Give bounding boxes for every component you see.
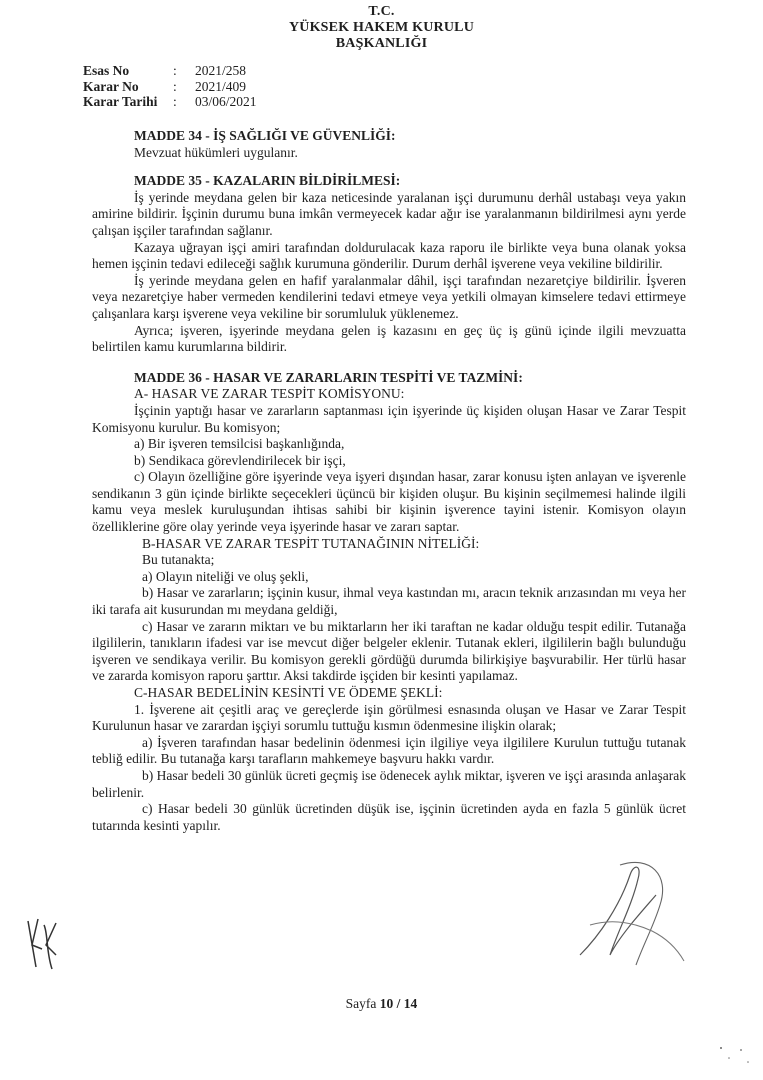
section-c-item: c) Hasar bedeli 30 günlük ücretinden düşük ise, işçinin ücretinden ayda en fazla 5 günlük ücret tutarında kesinti yapılır.: [92, 801, 686, 833]
section-a-item: a) Bir işveren temsilcisi başkanlığında,: [134, 436, 345, 452]
meta-value: 2021/409: [195, 78, 247, 94]
document-header: [0, 4, 763, 52]
article-35-paragraph: Kazaya uğrayan işçi amiri tarafından doldurulacak kaza raporu ile birlikte veya buna olanak yoksa hemen işçinin tedavi edileceği sağlık kurumuna gönderilir. Durum derhâl işverene veya vekiline bildirilir.: [92, 239, 686, 272]
header-line-presidency: BAŞKANLIĞI: [335, 36, 428, 51]
section-a-title: A- HASAR VE ZARAR TESPİT KOMİSYONU:: [134, 386, 405, 402]
document-body: [92, 128, 686, 834]
section-a-paragraph: İşçinin yaptığı hasar ve zararların saptanması için işyerinde üç kişiden oluşan Hasar ve Zarar Tespit Komisyonu kurulur. Bu komisyon;: [92, 402, 686, 435]
page-number-prefix: Sayfa: [345, 996, 377, 1011]
handwritten-signature: [560, 835, 700, 990]
section-b-item: c) Hasar ve zararın miktarı ve bu miktarların her iki taraftan ne kadar olduğu tespit edilir. Tutanağa ilgililerin, tanıkların ifadesi var ise mevcut diğer belgeler eklenir. Tutanak ekleri, ilgililerin bağlı bulunduğu işveren ve sendikaya verilir. Bu komisyon gerekli gördüğü durumda bilirkişiye başvurabilir. Her türlü hasar ve zararda komisyon raporu şarttır. Aksi takdirde işçiden bir kesinti yapılamaz.: [92, 618, 686, 684]
section-c-paragraph: 1. İşverene ait çeşitli araç ve gereçlerde işin görülmesi esnasında oluşan ve Hasar ve Zarar Tespit Kurulunun hasar ve zarardan işçiyi sorumlu tuttuğu kısmın ödenmesine ilişkin olarak;: [92, 701, 686, 734]
scan-specks: [715, 1040, 755, 1075]
article-36-title: MADDE 36 - HASAR VE ZARARLARIN TESPİTİ VE TAZMİNİ:: [134, 369, 523, 385]
meta-label: Esas No: [83, 63, 130, 78]
page-number-value: 10 / 14: [379, 996, 418, 1011]
header-line-tc: T.C.: [368, 4, 395, 19]
page-number: [0, 996, 763, 1012]
meta-value: 2021/258: [195, 63, 247, 78]
section-a-item: b) Sendikaca görevlendirilecek bir işçi,: [134, 452, 346, 468]
meta-row-esas: [83, 63, 257, 79]
section-b-title: B-HASAR VE ZARAR TESPİT TUTANAĞININ NİTELİĞİ:: [142, 535, 480, 551]
article-35-paragraph: İş yerinde meydana gelen en hafif yaralanmalar dâhil, işçi tarafından nezaretçiye bildirilir. İşveren veya nezaretçiye haber vermeden kendilerini tedavi etmeye veya yetkili olmayan kimselere tedavi ettirmeye çalışanlara karşı işverene veya vekiline bir sorumluluk yüklenemez.: [92, 272, 686, 321]
meta-row-karar-tarihi: [83, 94, 257, 110]
section-a-item: c) Olayın özelliğine göre işyerinde veya işyeri dışından hasar, zarar konusu işten anlayan ve işverenle sendikanın 3 gün içinde birlikte seçecekleri üçüncü bir kişiden oluşur. Bu kişinin seçilmemesi halinde ilgili kamu veya meslek kuruluşundan ihtisas sahibi bir kişinin işverence tayini istenir. Komisyon olayın özelliklerine göre olay yerinde veya işyerinde hasar ve zararı saptar.: [92, 469, 686, 535]
section-c-title: C-HASAR BEDELİNİN KESİNTİ VE ÖDEME ŞEKLİ:: [134, 685, 443, 700]
meta-value: 03/06/2021: [195, 94, 257, 109]
section-b-item: a) Olayın niteliği ve oluş şekli,: [142, 568, 309, 584]
handwritten-initials: [22, 915, 62, 980]
meta-colon: :: [173, 63, 177, 78]
section-c-item: b) Hasar bedeli 30 günlük ücreti geçmiş ise ödenecek aylık miktar, işveren ve işçi arasında anlaşarak belirlenir.: [92, 767, 686, 800]
article-34-text: Mevzuat hükümleri uygulanır.: [134, 144, 298, 160]
article-34-title: MADDE 34 - İŞ SAĞLIĞI VE GÜVENLİĞİ:: [134, 128, 396, 143]
section-b-paragraph: Bu tutanakta;: [142, 552, 215, 568]
meta-colon: :: [173, 78, 177, 94]
article-35-paragraph: İş yerinde meydana gelen bir kaza neticesinde yaralanan işçi durumunu derhâl ustabaşı veya yakın amirine bildirir. İşçinin durumu buna imkân vermeyecek kadar ağır ise yaralanmanın bildirilmesi aynı yerde çalışan işçiler tarafından sağlanır.: [92, 189, 686, 238]
header-line-institution: YÜKSEK HAKEM KURULU: [288, 20, 475, 35]
article-35-paragraph: Ayrıca; işveren, işyerinde meydana gelen iş kazasını en geç üç iş günü içinde ilgili mevzuatta belirtilen kamu kurumlarına bildirir.: [92, 322, 686, 355]
case-metadata: [83, 63, 257, 110]
meta-colon: :: [173, 94, 177, 109]
meta-label: Karar No: [83, 78, 139, 94]
section-c-item: a) İşveren tarafından hasar bedelinin ödenmesi için ilgiliye veya ilgililere Kurulun tuttuğu tutanak tebliğ edilir. Bu tutanağa karşı tarafların mahkemeye başvuru hakkı vardır.: [92, 734, 686, 767]
meta-label: Karar Tarihi: [83, 94, 158, 109]
article-35-title: MADDE 35 - KAZALARIN BİLDİRİLMESİ:: [134, 173, 401, 189]
section-b-item: b) Hasar ve zararların; işçinin kusur, ihmal veya kastından mı, aracın teknik arızasından mı veya her iki tarafa ait kusurundan mı meydana geldiği,: [92, 585, 686, 618]
meta-row-karar: [83, 79, 257, 95]
